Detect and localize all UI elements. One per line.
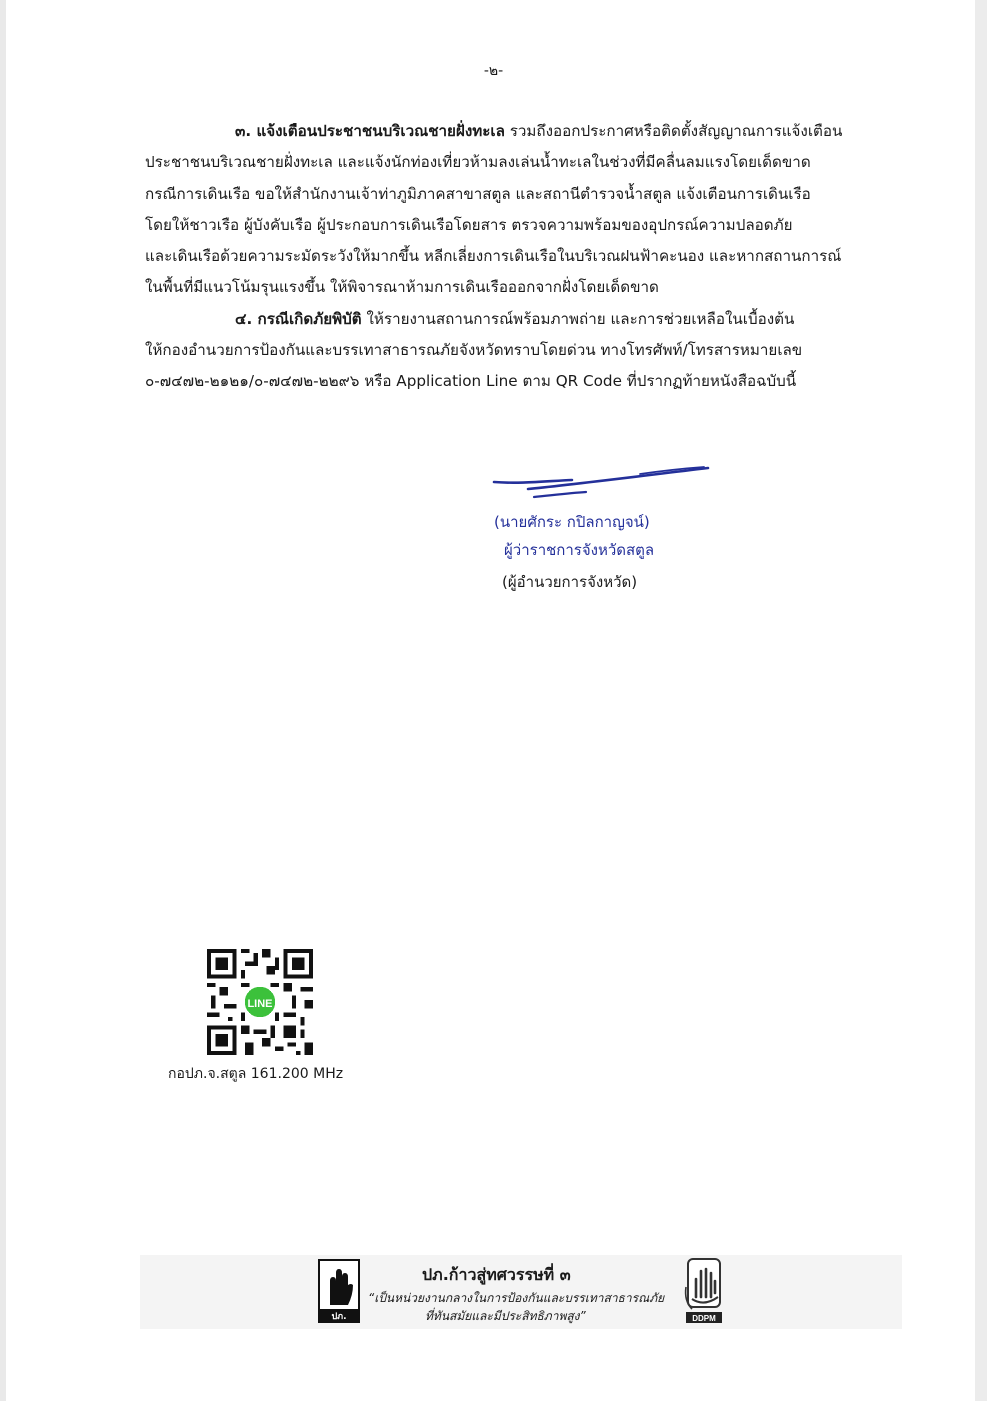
footer-title: ปภ.ก้าวสู่ทศวรรษที่ ๓ xyxy=(422,1265,571,1284)
section-3-first-line xyxy=(145,116,903,147)
section-4-first-line xyxy=(145,304,903,335)
footer-banner xyxy=(140,1255,902,1329)
section-3-line: และเดินเรือด้วยความระมัดระวังให้มากขึ้น หลีกเลี่ยงการเดินเรือในบริเวณฝนฟ้าคะนอง และหากสถานการณ์ xyxy=(145,247,842,266)
section-4-line: ๐-๗๔๗๒-๒๑๒๑/๐-๗๔๗๒-๒๒๙๖ หรือ Application Line ตาม QR Code ที่ปรากฏท้ายหนังสือฉบับนี้ xyxy=(145,372,797,391)
signatory-name: (นายศักระ กปิลกาญจน์) xyxy=(494,513,650,531)
qr-caption: กอปภ.จ.สตูล 161.200 MHz xyxy=(168,1066,344,1082)
footer-slogan-line-2: ที่ทันสมัยและมีประสิทธิภาพสูง” xyxy=(425,1309,586,1323)
scan-edge-right xyxy=(975,0,987,1401)
dept-hand-logo xyxy=(318,1259,360,1323)
section-3-first-line-text: รวมถึงออกประกาศหรือติดตั้งสัญญาณการแจ้งเตือน xyxy=(504,122,843,140)
section-3-heading: ๓. แจ้งเตือนประชาชนบริเวณชายฝั่งทะเล xyxy=(235,122,505,140)
scan-edge-left xyxy=(0,0,6,1401)
handwritten-signature xyxy=(490,462,710,506)
signatory-role: (ผู้อำนวยการจังหวัด) xyxy=(502,573,638,591)
section-3-line: ในพื้นที่มีแนวโน้มรุนแรงขึ้น ให้พิจารณาห้ามการเดินเรือออกจากฝั่งโดยเด็ดขาด xyxy=(145,278,659,297)
qr-center-label: LINE xyxy=(247,998,273,1011)
document-body xyxy=(145,116,903,398)
line-qr-code xyxy=(206,949,314,1055)
signatory-title: ผู้ว่าราชการจังหวัดสตูล xyxy=(504,541,655,559)
ddpm-logo xyxy=(682,1257,726,1325)
section-3-line: โดยให้ชาวเรือ ผู้บังคับเรือ ผู้ประกอบการเดินเรือโดยสาร ตรวจความพร้อมของอุปกรณ์ความปลอดภัย xyxy=(145,215,793,234)
right-logo-text: DDPM xyxy=(692,1314,716,1323)
section-4-line: ให้กองอำนวยการป้องกันและบรรเทาสาธารณภัยจังหวัดทราบโดยด่วน ทางโทรศัพท์/โทรสารหมายเลข xyxy=(145,341,803,360)
section-4-paragraph xyxy=(145,304,903,398)
section-4-first-line-text: ให้รายงานสถานการณ์พร้อมภาพถ่าย และการช่วยเหลือในเบื้องต้น xyxy=(361,309,795,328)
left-logo-text: ปภ. xyxy=(331,1312,347,1322)
section-3-line: กรณีการเดินเรือ ขอให้สำนักงานเจ้าท่าภูมิภาคสาขาสตูล และสถานีตำรวจน้ำสตูล แจ้งเตือนการเดินเรือ xyxy=(145,184,811,203)
section-3-paragraph xyxy=(145,116,903,304)
footer-slogan-line-1: “เป็นหน่วยงานกลางในการป้องกันและบรรเทาสาธารณภัย xyxy=(368,1291,665,1305)
page-number: -๒- xyxy=(483,63,504,79)
section-3-line: ประชาชนบริเวณชายฝั่งทะเล และแจ้งนักท่องเที่ยวห้ามลงเล่นน้ำทะเลในช่วงที่มีคลื่นลมแรงโดยเด็ดขาด xyxy=(145,153,811,172)
section-4-heading: ๔. กรณีเกิดภัยพิบัติ xyxy=(235,309,362,328)
